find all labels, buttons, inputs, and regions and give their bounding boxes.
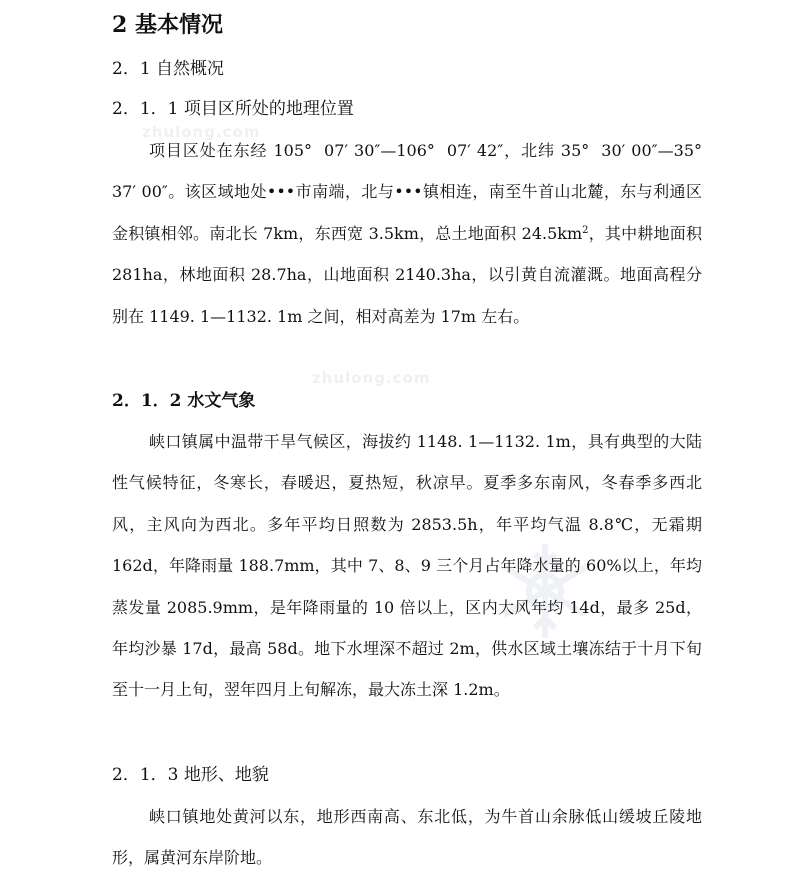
section-heading-2-1-3: 2．1．3 地形、地貌 xyxy=(112,765,269,785)
watermark-text: zhulong.com xyxy=(142,123,261,141)
paragraph-location-text: 项目区处在东经 105° 07′ 30″—106° 07′ 42″，北纬 35° 30′ 00″—35° 37′ 00″。该区域地处•••市南端，北与•••镇相连，南至牛首山北麓，东与利通区金积镇相邻。南北长 7km，东西宽 3.5km，总土地面积 24.5km xyxy=(112,141,713,243)
paragraph-climate: 峡口镇属中温带干旱气候区，海拔约 1148. 1—1132. 1m，具有典型的大陆性气候特征，冬寒长，春暖迟，夏热短，秋凉早。夏季多东南风，冬春季多西北风，主风向为西北。多年平均日照数为 2853.5h，年平均气温 8.8℃，无霜期 162d，年降雨量 188.7mm，其中 7、8、9 三个月占年降水量的 60%以上，年均蒸发量 2085.9mm，是年降雨量的 10 倍以上，区内大风年均 14d，最多 25d，年均沙暴 17d，最高 58d。地下水埋深不超过 2m，供水区域土壤冻结于十月下旬至十一月上旬，翌年四月上旬解冻，最大冻土深 1.2m。 xyxy=(112,432,708,700)
paragraph-location-text-cont: ，其中耕地面积 281ha，林地面积 28.7ha，山地面积 2140.3ha，以引黄自流灌溉。地面高程分别在 1149. 1—1132. 1m 之间，相对高差为 17m 左右。 xyxy=(112,223,708,326)
paragraph-terrain: 峡口镇地处黄河以东，地形西南高、东北低，为牛首山余脉低山缓坡丘陵地形，属黄河东岸阶地。 xyxy=(112,807,702,868)
superscript-two: 2 xyxy=(582,224,589,236)
section-heading-2-1-1: 2．1．1 项目区所处的地理位置 xyxy=(112,99,354,119)
chapter-heading: 2 基本情况 xyxy=(112,12,223,38)
section-heading-2-1-2: 2．1．2 水文气象 xyxy=(112,391,256,411)
watermark-text: zhulong.com xyxy=(312,369,431,387)
section-heading-2-1: 2．1 自然概况 xyxy=(112,59,225,79)
paragraph-location xyxy=(112,130,713,337)
